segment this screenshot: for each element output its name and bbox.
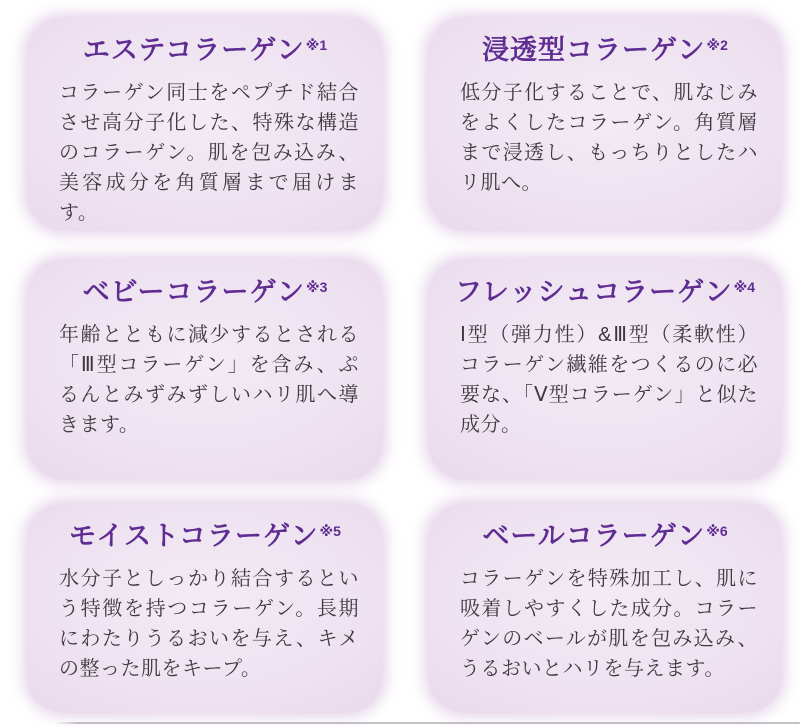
footnote-marker: ※6 [706, 523, 728, 539]
collagen-card-fresh [428, 259, 782, 480]
collagen-card-moist [27, 503, 383, 713]
footnote-marker: ※1 [305, 37, 328, 53]
card-title [27, 36, 383, 66]
card-description: 水分子としっかり結合するという特徴を持つコラーゲン。長期にわたりうるおいを与え、キメの整った肌をキープ。 [59, 567, 359, 680]
card-title [27, 522, 383, 552]
collagen-card-shintou [428, 17, 782, 231]
collagen-card-este [27, 17, 383, 231]
card-title [27, 278, 383, 308]
card-description: コラーゲン同士をペプチド結合させ高分子化した、特殊な構造のコラーゲン。肌を包み込み、美容成分を角質層まで届けます。 [59, 81, 359, 224]
card-description: コラーゲンを特殊加工し、肌に吸着しやすくした成分。コラーゲンのベールが肌を包み込み、うるおいとハリを与えます。 [460, 567, 758, 680]
card-title-text: 浸透型コラーゲン [482, 35, 706, 65]
collagen-card-veil [428, 503, 782, 713]
card-description: 低分子化することで、肌なじみをよくしたコラーゲン。角質層まで浸透し、もっちりとしたハリ肌へ。 [460, 81, 758, 194]
card-description: 年齢とともに減少するとされる「Ⅲ型コラーゲン」を含み、ぷるんとみずみずしいハリ肌へ導きます。 [59, 323, 359, 436]
card-title-text: ベールコラーゲン [482, 521, 706, 551]
card-title [428, 278, 782, 308]
footnote-marker: ※5 [319, 523, 341, 539]
card-description: Ⅰ型（弾力性）&Ⅲ型（柔軟性）コラーゲン繊維をつくるのに必要な、「Ⅴ型コラーゲン」と似た成分。 [460, 323, 758, 436]
card-title [428, 36, 782, 66]
footnote-marker: ※2 [706, 37, 728, 53]
card-title-text: エステコラーゲン [82, 35, 305, 65]
collagen-card-baby [27, 259, 383, 480]
card-title-text: モイストコラーゲン [69, 521, 319, 551]
card-title-text: フレッシュコラーゲン [455, 277, 733, 307]
footnote-marker: ※3 [305, 279, 328, 295]
card-title [428, 522, 782, 552]
cropped-divider-line [56, 722, 800, 724]
card-title-text: ベビーコラーゲン [82, 277, 305, 307]
footnote-marker: ※4 [733, 279, 755, 295]
